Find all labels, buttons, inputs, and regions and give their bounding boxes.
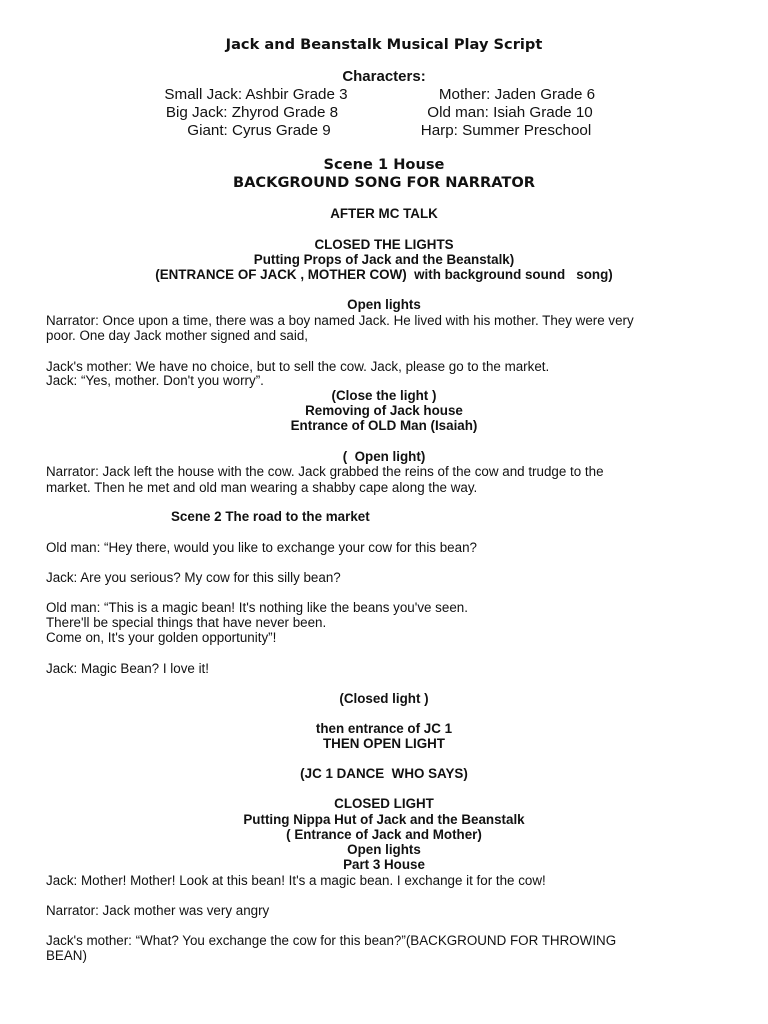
stage-direction: ( Open light) [342,449,426,464]
character-right-1: Mother: Jaden Grade 6 [438,86,596,103]
stage-direction: AFTER MC TALK [330,206,438,221]
script-line: Jack's mother: “What? You exchange the cow for this bean?”(BACKGROUND FOR THROWING [46,933,617,948]
stage-direction: then entrance of JC 1 [315,721,453,736]
script-line: Jack: Magic Bean? I love it! [46,661,209,676]
character-right-3: Harp: Summer Preschool [420,122,592,139]
script-line: Jack: Mother! Mother! Look at this bean! It's a magic bean. I exchange it for the cow! [46,873,546,888]
script-line: Old man: “This is a magic bean! It's nothing like the beans you've seen. [46,600,468,615]
script-line: Jack: Are you serious? My cow for this silly bean? [46,570,341,585]
script-line: Narrator: Jack mother was very angry [46,903,270,918]
script-line: market. Then he met and old man wearing a shabby cape along the way. [46,480,478,495]
script-line: Come on, It's your golden opportunity”! [46,630,277,645]
stage-direction: Entrance of OLD Man (Isaiah) [290,418,478,433]
scene-1-subtitle: BACKGROUND SONG FOR NARRATOR [233,174,535,191]
script-line: Jack: “Yes, mother. Don't you worry”. [46,373,264,388]
script-line: Narrator: Once upon a time, there was a boy named Jack. He lived with his mother. They were very [46,313,634,328]
stage-direction: (ENTRANCE OF JACK , MOTHER COW) with background sound song) [155,267,613,282]
script-line: There'll be special things that have never been. [46,615,327,630]
stage-direction: Putting Props of Jack and the Beanstalk) [253,252,515,267]
stage-direction: (JC 1 DANCE WHO SAYS) [300,766,468,781]
stage-direction: Part 3 House [343,857,425,872]
stage-direction: (Close the light ) [331,388,437,403]
document-title: Jack and Beanstalk Musical Play Script [225,36,543,53]
stage-direction: (Closed light ) [339,691,429,706]
character-right-2: Old man: Isiah Grade 10 [427,104,593,121]
script-line: Narrator: Jack left the house with the cow. Jack grabbed the reins of the cow and trudge to the [46,464,604,479]
character-left-2: Big Jack: Zhyrod Grade 8 [165,104,339,121]
stage-direction: Open lights [347,842,421,857]
stage-direction: Open lights [347,297,421,312]
stage-direction: CLOSED LIGHT [334,796,434,811]
stage-direction: Putting Nippa Hut of Jack and the Beanstalk [243,812,525,827]
script-line: BEAN) [46,948,87,963]
stage-direction: CLOSED THE LIGHTS [314,237,454,252]
scene-1-title: Scene 1 House [323,156,445,173]
scene-2-title: Scene 2 The road to the market [171,509,370,524]
script-line: Jack's mother: We have no choice, but to sell the cow. Jack, please go to the market. [46,359,550,374]
character-left-1: Small Jack: Ashbir Grade 3 [164,86,348,103]
script-line: poor. One day Jack mother signed and said, [46,328,309,343]
character-left-3: Giant: Cyrus Grade 9 [187,122,331,139]
script-line: Old man: “Hey there, would you like to exchange your cow for this bean? [46,540,477,555]
stage-direction: ( Entrance of Jack and Mother) [286,827,482,842]
stage-direction: Removing of Jack house [305,403,463,418]
characters-heading: Characters: [342,68,426,85]
stage-direction: THEN OPEN LIGHT [322,736,445,751]
